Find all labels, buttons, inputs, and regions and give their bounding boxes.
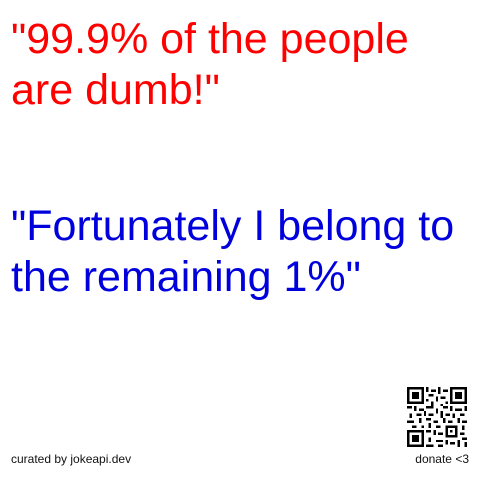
donate-link[interactable]: donate <3	[415, 452, 469, 466]
joke-setup: "99.9% of the people are dumb!"	[11, 15, 421, 114]
credit-text: curated by jokeapi.dev	[11, 452, 132, 466]
joke-delivery: "Fortunately I belong to the remaining 1%"	[11, 202, 467, 301]
qr-code-icon[interactable]	[407, 387, 467, 447]
